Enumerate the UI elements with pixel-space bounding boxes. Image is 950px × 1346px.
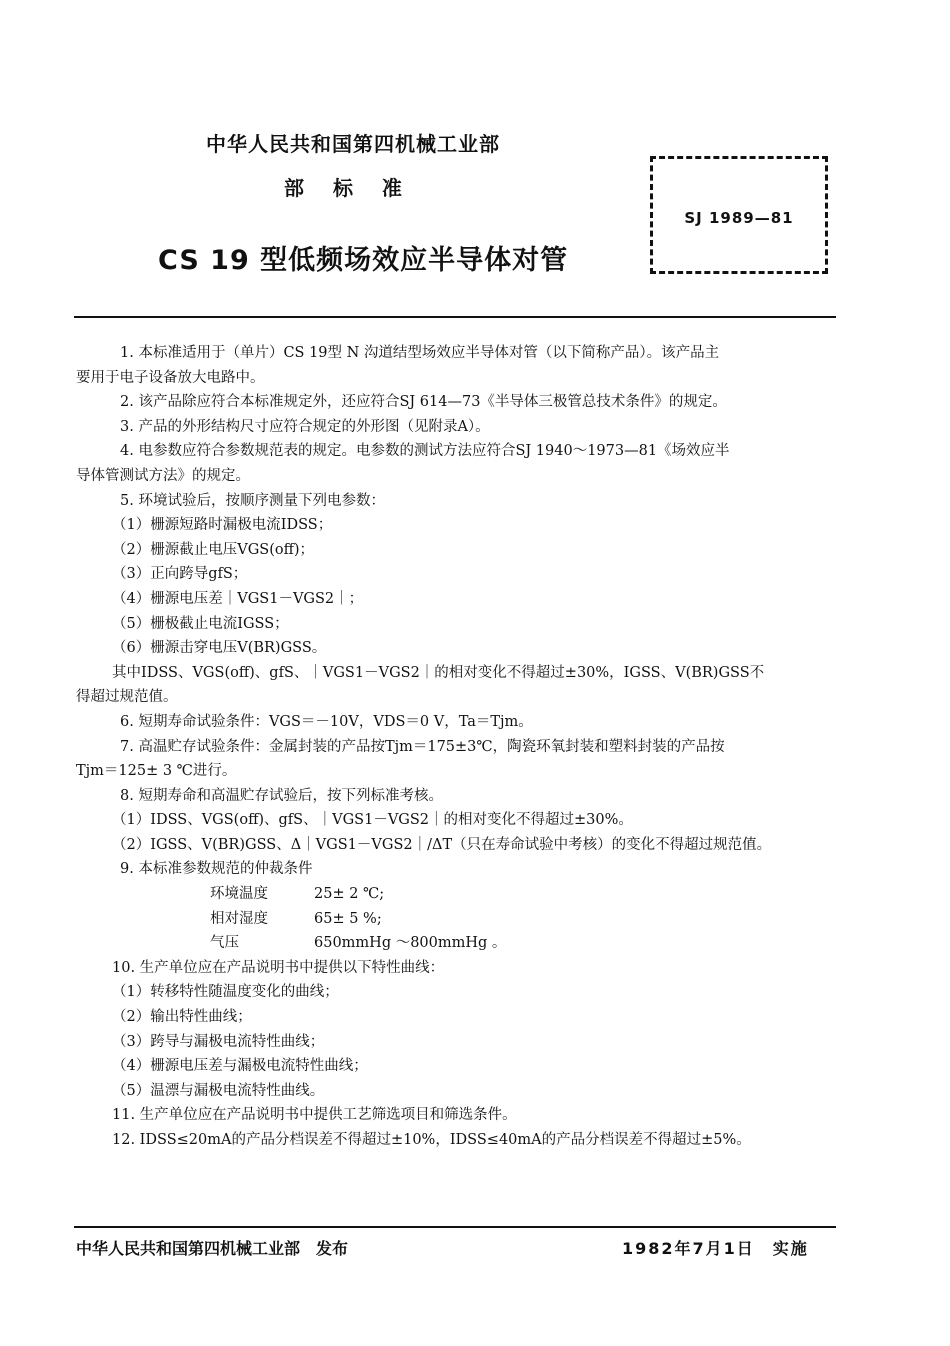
clause-3: 3. 产品的外形结构尺寸应符合规定的外形图（见附录A）。 [120, 418, 490, 435]
clause-1-line-1: 1. 本标准适用于（单片）CS 19型 N 沟道结型场效应半导体对管（以下简称产品）。该产品主 [120, 345, 720, 361]
document-body [76, 341, 846, 1153]
condition-row [76, 907, 846, 932]
condition-name: 环境温度 [210, 886, 268, 903]
clause-11: 11. 生产单位应在产品说明书中提供工艺筛选项目和筛选条件。 [112, 1107, 517, 1124]
clause-4-line-1: 4. 电参数应符合参数规范表的规定。电参数的测试方法应符合SJ 1940～1973—81《场效应半 [120, 443, 730, 460]
condition-value: 25± 2 ℃; [314, 886, 385, 903]
footer-effective-date: 1982年7月1日 实施 [622, 1239, 809, 1258]
clause-2: 2. 该产品除应符合本标准规定外，还应符合SJ 614—73《半导体三极管总技术条件》的规定。 [120, 394, 727, 411]
header-divider [74, 316, 836, 318]
clause-9: 9. 本标准参数规范的仲裁条件 [120, 861, 313, 878]
condition-name: 气压 [210, 935, 239, 952]
clause-10-item-4: （4）栅源电压差与漏极电流特性曲线； [112, 1058, 368, 1075]
condition-name: 相对湿度 [210, 910, 268, 927]
clause-8: 8. 短期寿命和高温贮存试验后，按下列标准考核。 [120, 787, 443, 804]
clause-5-note-line-2: 得超过规范值。 [76, 689, 178, 706]
clause-5: 5. 环境试验后，按顺序测量下列电参数： [120, 492, 385, 509]
condition-value: 650mmHg ～800mmHg 。 [314, 935, 507, 952]
clause-8-item-1: （1）IDSS、VGS(off)、gfS、｜VGS1－VGS2｜的相对变化不得超过±30%。 [112, 812, 633, 829]
standard-type: 部 标 准 [284, 176, 402, 200]
clause-7-line-1: 7. 高温贮存试验条件：金属封装的产品按Tjm＝175±3℃，陶瓷环氧封装和塑料封装的产品按 [120, 738, 725, 755]
footer-divider [74, 1226, 836, 1228]
clause-7-line-2: Tjm＝125± 3 ℃进行。 [76, 763, 237, 780]
clause-5-item-5: （5）栅极截止电流IGSS； [112, 615, 289, 632]
clause-5-item-1: （1）栅源短路时漏极电流IDSS； [112, 517, 333, 534]
clause-10-item-2: （2）输出特性曲线； [112, 1009, 252, 1026]
clause-12: 12. IDSS≤20mA的产品分档误差不得超过±10%，IDSS≤40mA的产品分档误差不得超过±5%。 [112, 1132, 751, 1148]
condition-value: 65± 5 %; [314, 910, 382, 927]
standard-number-box [650, 156, 828, 274]
clause-6: 6. 短期寿命试验条件：VGS＝－10V，VDS＝0 V，Ta＝Tjm。 [120, 713, 533, 730]
clause-4-line-2: 导体管测试方法》的规定。 [76, 467, 250, 484]
clause-8-item-2: （2）IGSS、V(BR)GSS、Δ｜VGS1－VGS2｜/ΔT（只在寿命试验中考核）的变化不得超过规范值。 [112, 836, 772, 853]
clause-5-note-line-1: 其中IDSS、VGS(off)、gfS、｜VGS1－VGS2｜的相对变化不得超过±30%，IGSS、V(BR)GSS不 [112, 664, 765, 681]
clause-5-item-3: （3）正向跨导gfS； [112, 566, 248, 583]
clause-5-item-4: （4）栅源电压差｜VGS1－VGS2｜； [112, 590, 364, 607]
condition-row [76, 882, 846, 907]
clause-5-item-2: （2）栅源截止电压VGS(off)； [112, 541, 315, 558]
footer-issuer: 中华人民共和国第四机械工业部 发布 [76, 1239, 349, 1258]
clause-10-item-3: （3）跨导与漏极电流特性曲线； [112, 1033, 325, 1050]
standard-number: SJ 1989—81 [684, 209, 794, 227]
clause-10: 10. 生产单位应在产品说明书中提供以下特性曲线： [112, 959, 445, 976]
clause-1-line-2: 要用于电子设备放大电路中。 [76, 369, 265, 386]
document-title: CS 19 型低频场效应半导体对管 [158, 245, 569, 276]
clause-10-item-5: （5）温漂与漏极电流特性曲线。 [112, 1082, 325, 1099]
clause-5-item-6: （6）栅源击穿电压V(BR)GSS。 [112, 640, 327, 657]
ministry-name: 中华人民共和国第四机械工业部 [206, 132, 500, 156]
clause-10-item-1: （1）转移特性随温度变化的曲线； [112, 984, 339, 1001]
condition-row [76, 931, 846, 956]
